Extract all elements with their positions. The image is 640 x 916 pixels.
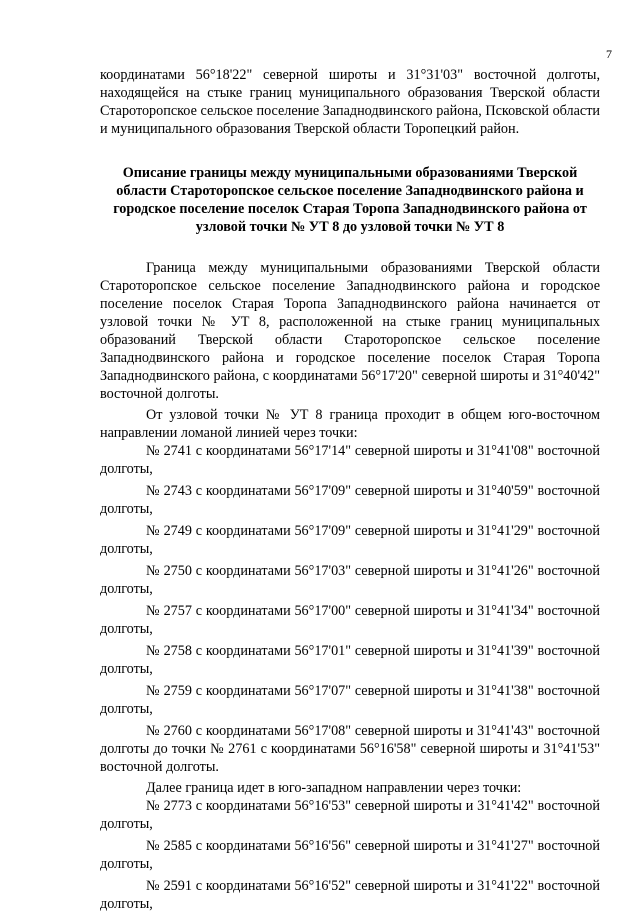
page-number: 7 — [606, 47, 612, 61]
boundary-point-2585: № 2585 с координатами 56°16'56" северной широты и 31°41'27" восточной долготы, — [100, 838, 600, 872]
southeast-direction-paragraph: От узловой точки № УТ 8 граница проходит в общем юго-восточном направлении ломаной линией через точки: — [100, 407, 600, 441]
boundary-point-2750: № 2750 с координатами 56°17'03" северной широты и 31°41'26" восточной долготы, — [100, 563, 600, 597]
boundary-point-2749: № 2749 с координатами 56°17'09" северной широты и 31°41'29" восточной долготы, — [100, 523, 600, 557]
southwest-points-list — [100, 797, 600, 913]
boundary-point-2591: № 2591 с координатами 56°16'52" северной широты и 31°41'22" восточной долготы, — [100, 878, 600, 912]
boundary-point-2757: № 2757 с координатами 56°17'00" северной широты и 31°41'34" восточной долготы, — [100, 603, 600, 637]
section-heading: Описание границы между муниципальными образованиями Тверской области Староторопское сельское поселение Западнодвинского района и городское поселение поселок Старая Торопа Западнодвинского района от узловой точки № УТ 8 до узловой точки № УТ 8 — [113, 165, 587, 235]
southeast-points-list — [100, 442, 600, 776]
boundary-point-2743: № 2743 с координатами 56°17'09" северной широты и 31°40'59" восточной долготы, — [100, 483, 600, 517]
boundary-point-2773: № 2773 с координатами 56°16'53" северной широты и 31°41'42" восточной долготы, — [100, 798, 600, 832]
boundary-point-2759: № 2759 с координатами 56°17'07" северной широты и 31°41'38" восточной долготы, — [100, 683, 600, 717]
page-content — [100, 66, 600, 916]
boundary-start-paragraph: Граница между муниципальными образованиями Тверской области Староторопское сельское поселение Западнодвинского района и городское поселение поселок Старая Торопа Западнодвинского района начинается от узловой точки № УТ 8, расположенной на стыке границ муниципальных образований Тверской области Староторопское сельское поселение Западнодвинского района и городское поселение поселок Старая Торопа Западнодвинского района, с координатами 56°17'20" северной широты и 31°40'42" восточной долготы. — [100, 260, 600, 402]
boundary-point-2760: № 2760 с координатами 56°17'08" северной широты и 31°41'43" восточной долготы до точки № 2761 с координатами 56°16'58" северной широты и 31°41'53" восточной долготы. — [100, 723, 600, 775]
intro-paragraph: координатами 56°18'22" северной широты и 31°31'03" восточной долготы, находящейся на стыке границ муниципального образования Тверской области Староторопское сельское поселение Западнодвинского района, Псковской области и муниципального образования Тверской области Торопецкий район. — [100, 67, 600, 137]
boundary-point-2741: № 2741 с координатами 56°17'14" северной широты и 31°41'08" восточной долготы, — [100, 443, 600, 477]
southwest-direction-paragraph: Далее граница идет в юго-западном направлении через точки: — [146, 780, 522, 796]
boundary-point-2758: № 2758 с координатами 56°17'01" северной широты и 31°41'39" восточной долготы, — [100, 643, 600, 677]
